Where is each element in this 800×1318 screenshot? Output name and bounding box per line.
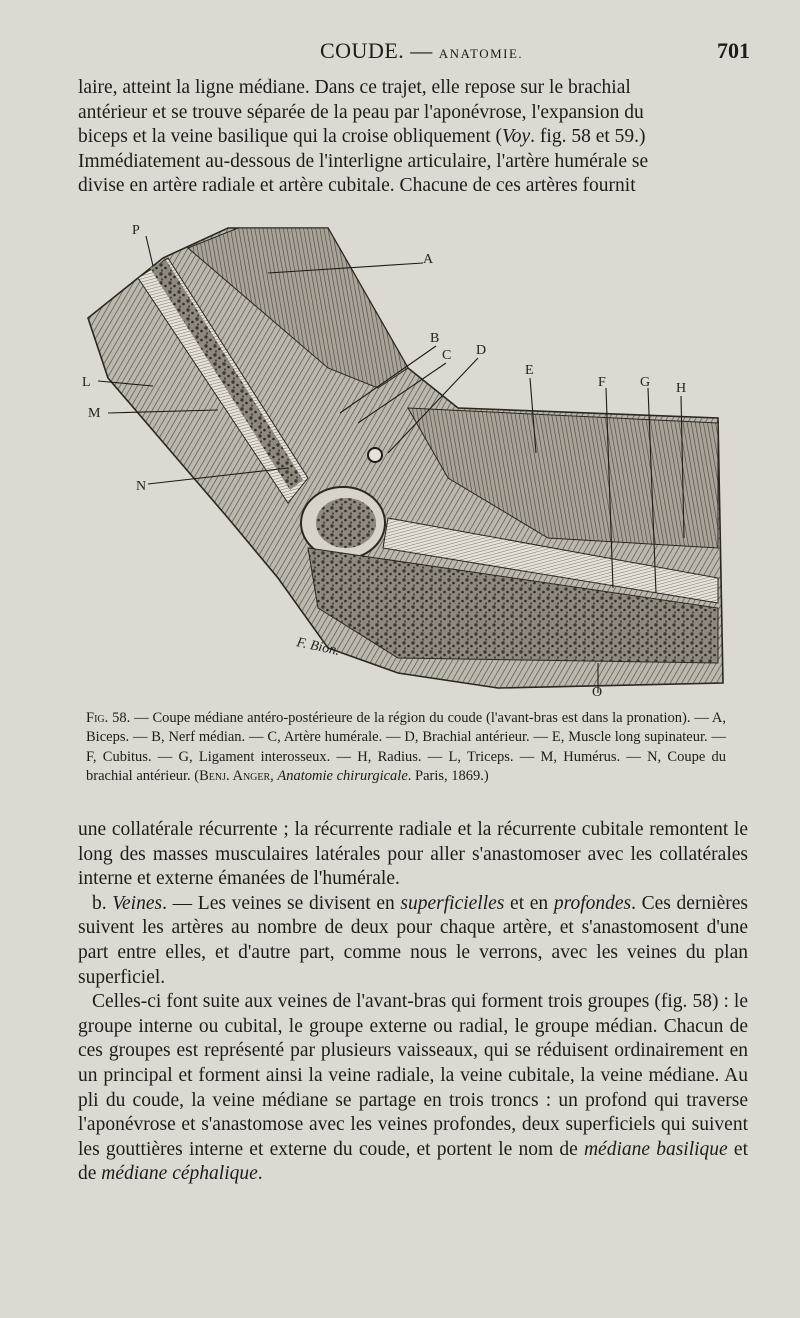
label-e: E — [525, 363, 534, 378]
caption-text — [86, 709, 726, 787]
text-fragment: et en — [504, 892, 554, 914]
condyle-spongy — [316, 498, 376, 548]
page-number: 701 — [717, 38, 750, 63]
voy-reference: Voy — [502, 126, 531, 148]
humeral-artery-section — [368, 448, 382, 462]
text-fragment: b. — [92, 892, 113, 914]
running-title-main: COUDE. — [320, 38, 405, 63]
veines-heading: Veines — [112, 892, 163, 914]
text-fragment: . fig. 58 et 59.) — [530, 126, 646, 148]
label-p: P — [132, 223, 140, 238]
running-title-separator: — — [410, 38, 433, 63]
label-n: N — [136, 479, 147, 494]
text-line — [78, 125, 748, 150]
running-title-sub: ANATOMIE. — [438, 46, 524, 61]
label-l: L — [82, 375, 91, 390]
label-b: B — [430, 331, 440, 346]
label-c: C — [442, 348, 452, 363]
text-fragment: . — Les veines se divisent en — [162, 892, 401, 914]
text-line: laire, atteint la ligne médiane. Dans ce trajet, elle repose sur le brachial — [78, 77, 631, 98]
caption-body: — Coupe médiane antéro-postérieure de la région du coude (l'avant-bras est dans la pronation). — A, Biceps. — B, Nerf médian. — C, Artère humérale. — D, Brachial antérieur. — E, Muscle long supinateur. — F, Cubitus. — G, Ligament interosseux. — H, Radius. — L, Triceps. — M, Humérus. — N, Coupe du brachial antérieur. ( — [86, 710, 726, 785]
paragraph-groupes — [78, 990, 748, 1187]
label-d: D — [476, 343, 487, 358]
term-mediane-basilique: médiane basilique — [583, 1138, 728, 1160]
caption-fragment: . Paris, 1869.) — [407, 768, 489, 785]
term-mediane-cephalique: médiane céphalique — [101, 1163, 258, 1185]
caption-author: Benj. Anger — [199, 768, 271, 785]
caption-book-title: Anatomie chirurgicale — [277, 768, 408, 785]
engraver-signature: F. Bion. — [295, 635, 342, 659]
paragraph-collaterale: une collatérale récurrente ; la récurrente radiale et la récurrente cubitale remontent le long des masses musculaires latérales pour aller s'anastomoser avec les collatérales interne et externe émanées de l'humérale. — [78, 819, 748, 890]
label-h: H — [676, 381, 687, 396]
figure-caption — [86, 709, 726, 787]
text-line: Immédiatement au-dessous de l'interligne articulaire, l'artère humérale se — [78, 150, 649, 172]
page-header — [0, 38, 800, 68]
label-a: A — [423, 252, 434, 267]
main-text — [78, 818, 748, 1187]
text-fragment: Celles-ci font suite aux veines de l'avant-bras qui forment trois groupes (fig. 58) : le groupe interne ou cubital, le groupe externe ou radial, le groupe médian. Chacun de ces groupes est représenté par plusieurs vaisseaux, qui se réduisent ordinairement en un principal et forment ainsi la veine radiale, la veine cubitale, la veine médiane. Au pli du coude, la veine médiane se partage en trois troncs : un profond qui traverse l'aponévrose et s'anastomose avec les veines profondes, deux superficiels qui suivent les gouttières interne et externe du coude, et portent le nom de — [78, 991, 748, 1160]
text-line: antérieur et se trouve séparée de la peau par l'aponévrose, l'expansion du — [78, 101, 644, 123]
caption-fragment: , — [270, 768, 278, 785]
term-superficielles: superficielles — [400, 892, 505, 914]
caption-fig-label: Fig. 58. — [86, 710, 131, 726]
label-f: F — [598, 375, 606, 390]
label-o: O — [592, 685, 603, 698]
anatomical-engraving — [78, 218, 726, 698]
label-m: M — [88, 406, 101, 421]
text-fragment: . — [257, 1163, 263, 1185]
top-paragraph — [78, 76, 748, 199]
text-fragment: biceps et la veine basilique qui la croise obliquement ( — [78, 126, 502, 148]
term-profondes: profondes — [553, 892, 632, 914]
text-fragment: . Ces dernières suivent les artères au nombre de deux pour chaque artère, et s'anastomosent d'une part entre elles, et d'autre part, comme nous le verrons, avec les veines du plan superficiel. — [78, 892, 748, 988]
text-line: divise en artère radiale et artère cubitale. Chacune de ces artères fournit — [78, 175, 636, 197]
label-g: G — [640, 375, 651, 390]
text-fragment: et de — [78, 1138, 748, 1185]
elbow-section-illustration — [78, 218, 726, 698]
paragraph-veines — [78, 892, 748, 990]
running-title — [320, 38, 523, 64]
